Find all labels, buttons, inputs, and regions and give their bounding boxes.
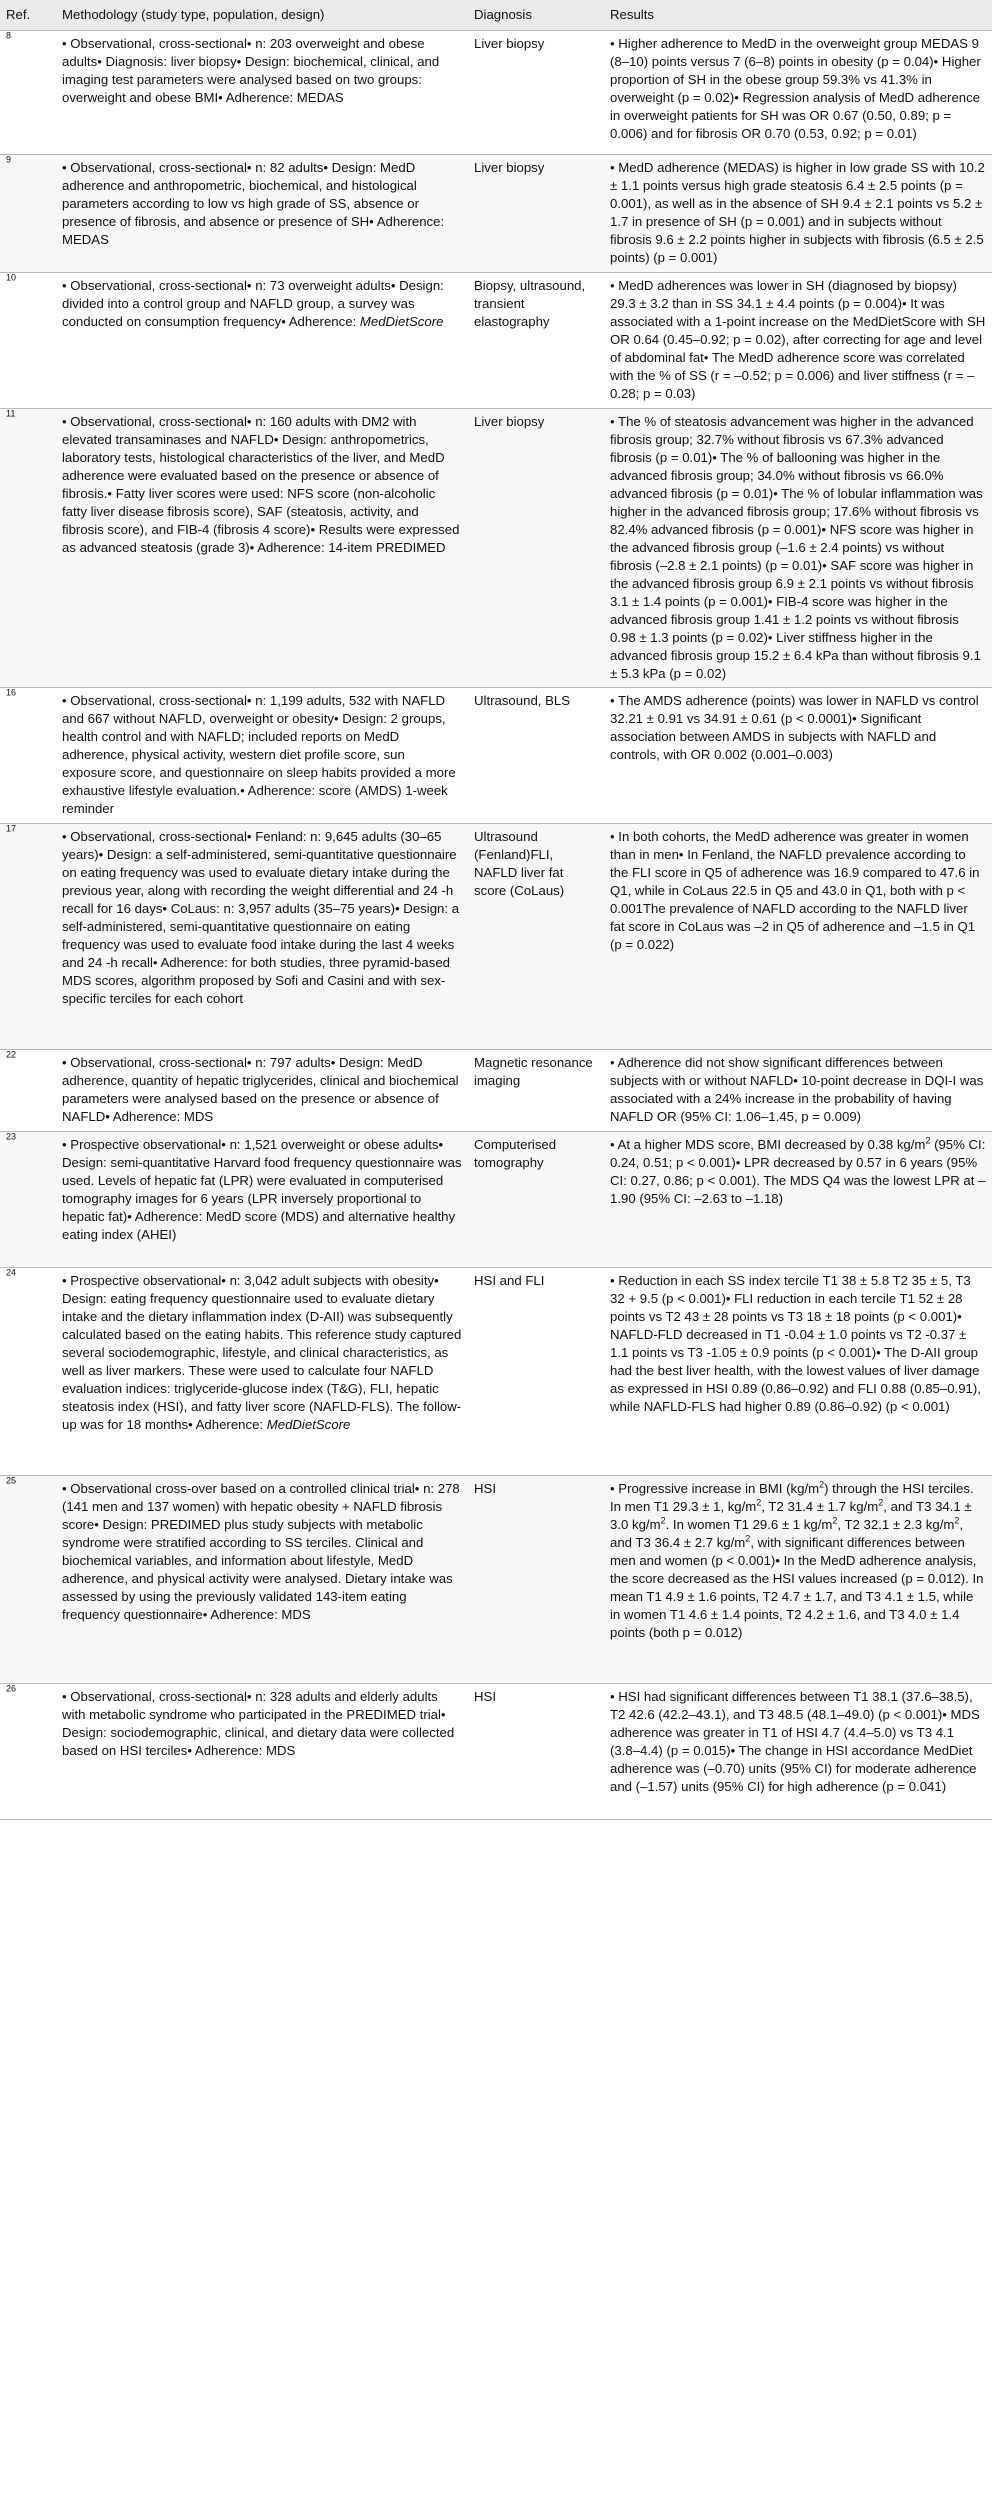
ref-cell: 10: [0, 273, 56, 409]
ref-cell: 23: [0, 1132, 56, 1268]
table-row: [0, 824, 992, 1050]
results-cell: • HSI had significant differences between T1 38.1 (37.6–38.5), T2 42.6 (42.2–43.1), and T3 48.5 (48.1–49.0) (p < 0.001)• MDS adherence was greater in T1 of HSI 4.7 (4.4–5.0) vs T3 4.1 (3.8–4.4) (p = 0.015)• The change in HSI accordance MedDiet adherence was (–0.70) units (95% CI) for moderate adherence and (–1.57) units (95% CI) for high adherence (p = 0.041): [604, 1684, 992, 1820]
ref-cell: 9: [0, 155, 56, 273]
methodology-cell: • Observational, cross-sectional• n: 82 adults• Design: MedD adherence and anthropometric, biochemical, and histological parameters according to low vs high grade of SS, absence or presence of fibrosis, and absence or presence of SH• Adherence: MEDAS: [56, 155, 468, 273]
diagnosis-cell: HSI and FLI: [468, 1268, 604, 1476]
diagnosis-cell: Ultrasound, BLS: [468, 688, 604, 824]
table-row: [0, 1476, 992, 1684]
table-row: [0, 1132, 992, 1268]
table-row: [0, 1268, 992, 1476]
diagnosis-cell: Biopsy, ultrasound, transient elastography: [468, 273, 604, 409]
header-ref: Ref.: [0, 0, 56, 31]
methodology-cell: • Observational, cross-sectional• Fenland: n: 9,645 adults (30–65 years)• Design: a self-administered, semi-quantitative questionnaire on eating frequency was used to evaluate dietary intake during the previous year, along with recording the weight differential and 24 -h recall for 16 days• CoLaus: n: 3,957 adults (35–75 years)• Design: a self-administered, semi-quantitative questionnaire on eating frequency was used to evaluate food intake during the last 4 weeks and 24 -h recall• Adherence: for both studies, three pyramid-based MDS scores, algorithm proposed by Sofi and Casini and with sex-specific terciles for each cohort: [56, 824, 468, 1050]
methodology-cell: • Observational cross-over based on a controlled clinical trial• n: 278 (141 men and 137 women) with hepatic obesity + NAFLD fibrosis score• Design: PREDIMED plus study subjects with metabolic syndrome were stratified according to SS terciles. Clinical and biochemical variables, and information about lifestyle, MedD adherence, and physical activity were analysed. Dietary intake was assessed by using the previously validated 143-item eating frequency questionnaire• Adherence: MDS: [56, 1476, 468, 1684]
diagnosis-cell: Liver biopsy: [468, 409, 604, 688]
diagnosis-cell: Computerised tomography: [468, 1132, 604, 1268]
results-cell: • At a higher MDS score, BMI decreased by 0.38 $kg/m^2$ (95% CI: 0.24, 0.51; p < 0.001)• LPR decreased by 0.57 in 6 years (95% CI: 0.27, 0.86; p < 0.001). The MDS Q4 was the lowest LPR at –1.90 (95% CI: –2.63 to –1.18): [604, 1132, 992, 1268]
diagnosis-cell: Liver biopsy: [468, 31, 604, 155]
results-cell: • Reduction in each SS index tercile T1 38 ± 5.8 T2 35 ± 5, T3 32 + 9.5 (p < 0.001)• FLI reduction in each tercile T1 52 ± 28 points vs T2 43 ± 28 points vs T3 18 ± 18 points (p < 0.001)• NAFLD-FLD decreased in T1 -0.04 ± 1.0 points vs T2 -0.37 ± 1.1 points vs T3 -1.05 ± 0.9 points (p < 0.001)• The D-AII group had the best liver health, with the lowest values of liver damage as expressed in HSI 0.89 (0.86–0.92) and FLI 0.88 (0.85–0.91), while NAFLD-FLS had higher 0.89 (0.86–0.92) (p < 0.001): [604, 1268, 992, 1476]
results-cell: • The AMDS adherence (points) was lower in NAFLD vs control 32.21 ± 0.91 vs 34.91 ± 0.61 (p < 0.0001)• Significant association between AMDS in subjects with NAFLD and controls, with OR 0.002 (0.001–0.003): [604, 688, 992, 824]
table-row: [0, 409, 992, 688]
ref-cell: 24: [0, 1268, 56, 1476]
ref-cell: 16: [0, 688, 56, 824]
ref-cell: 26: [0, 1684, 56, 1820]
header-methodology: Methodology (study type, population, design): [56, 0, 468, 31]
results-cell: • MedD adherences was lower in SH (diagnosed by biopsy) 29.3 ± 3.2 than in SS 34.1 ± 4.4 points (p = 0.004)• It was associated with a 1-point increase on the MedDietScore with SH OR 0.64 (0.45–0.92; p = 0.02), after correcting for age and level of abdominal fat• The MedD adherence score was correlated with the % of SS (r = –0.52; p = 0.006) and liver stiffness (r = –0.28; p = 0.03): [604, 273, 992, 409]
diagnosis-cell: Liver biopsy: [468, 155, 604, 273]
diagnosis-cell: HSI: [468, 1684, 604, 1820]
table-row: [0, 31, 992, 155]
ref-cell: 22: [0, 1050, 56, 1132]
table-row: [0, 155, 992, 273]
table-row: [0, 273, 992, 409]
diagnosis-cell: Ultrasound (Fenland)FLI, NAFLD liver fat score (CoLaus): [468, 824, 604, 1050]
methodology-cell: • Observational, cross-sectional• n: 328 adults and elderly adults with metabolic syndrome who participated in the PREDIMED trial• Design: sociodemographic, clinical, and dietary data were collected based on HSI terciles• Adherence: MDS: [56, 1684, 468, 1820]
results-cell: • Adherence did not show significant differences between subjects with or without NAFLD• 10-point decrease in DQI-I was associated with a 24% increase in the probability of having NAFLD OR (95% CI: 1.06–1.45, p = 0.009): [604, 1050, 992, 1132]
methodology-cell: • Observational, cross-sectional• n: 203 overweight and obese adults• Diagnosis: liver biopsy• Design: biochemical, clinical, and imaging test parameters were analysed based on two groups: overweight and obese BMI• Adherence: MEDAS: [56, 31, 468, 155]
methodology-cell: • Prospective observational• n: 1,521 overweight or obese adults• Design: semi-quantitative Harvard food frequency questionnaire was used. Levels of hepatic fat (LPR) were evaluated in computerised tomography images for 6 years (LPR inversely proportional to hepatic fat)• Adherence: MedD score (MDS) and alternative healthy eating index (AHEI): [56, 1132, 468, 1268]
table-row: [0, 688, 992, 824]
results-cell: • Progressive increase in BMI $(kg/m^2)$ through the HSI terciles. In men T1 29.3 ± 1, $kg/m^2$, T2 31.4 ± 1.7 $kg/m^2$, and T3 34.1 ± 3.0 $kg/m^2$. In women T1 29.6 ± 1 $kg/m^2$, T2 32.1 ± 2.3 $kg/m^2$, and T3 36.4 ± 2.7 $kg/m^2$, with significant differences between men and women (p < 0.001)• In the MedD adherence analysis, the score decreased as the HSI values increased (p = 0.012). In mean T1 4.9 ± 1.6 points, T2 4.7 ± 1.7, and T3 4.1 ± 1.5, while in women T1 4.6 ± 1.4 points, T2 4.2 ± 1.6, and T3 4.0 ± 1.4 points (both p = 0.012): [604, 1476, 992, 1684]
ref-cell: 11: [0, 409, 56, 688]
methodology-cell: • Observational, cross-sectional• n: 1,199 adults, 532 with NAFLD and 667 without NAFLD, overweight or obesity• Design: 2 groups, health control and with NAFLD; included reports on MedD adherence, physical activity, western diet profile score, sun exposure score, and questionnaire on sleep habits provided a more exhaustive lifestyle evaluation.• Adherence: score (AMDS) 1-week reminder: [56, 688, 468, 824]
ref-cell: 8: [0, 31, 56, 155]
methodology-cell: • Prospective observational• n: 3,042 adult subjects with obesity• Design: eating frequency questionnaire used to evaluate dietary intake and the dietary inflammation index (D-AII) was subsequently calculated based on the eating habits. This reference study captured several sociodemographic, lifestyle, and clinical characteristics, as well as liver markers. These were used to calculate four NAFLD evaluation indices: triglyceride-glucose index (T&G), FLI, hepatic steatosis index (HSI), and fatty liver score (NAFLD-FLS). The follow-up was for 18 months• Adherence: MedDietScore: [56, 1268, 468, 1476]
diagnosis-cell: Magnetic resonance imaging: [468, 1050, 604, 1132]
table-row: [0, 1050, 992, 1132]
header-row: [0, 0, 992, 31]
header-diagnosis: Diagnosis: [468, 0, 604, 31]
results-cell: • Higher adherence to MedD in the overweight group MEDAS 9 (8–10) points versus 7 (6–8) points in obesity (p = 0.04)• Higher proportion of SH in the obese group 59.3% vs 41.3% in overweight (p = 0.02)• Regression analysis of MedD adherence in overweight patients for SH was OR 0.67 (0.50, 0.89; p = 0.006) and for fibrosis OR 0.70 (0.53, 0.92; p = 0.01): [604, 31, 992, 155]
results-cell: • In both cohorts, the MedD adherence was greater in women than in men• In Fenland, the NAFLD prevalence according to the FLI score in Q5 of adherence was 16.9 compared to 47.6 in Q1, while in CoLaus 22.5 in Q5 and 43.0 in Q1, both with p < 0.001The prevalence of NAFLD according to the NAFLD liver fat score in CoLaus was –2 in Q5 of adherence and –1.5 in Q1 (p = 0.022): [604, 824, 992, 1050]
results-cell: • MedD adherence (MEDAS) is higher in low grade SS with 10.2 ± 1.1 points versus high grade steatosis 6.4 ± 2.5 points (p = 0.001), as well as in the absence of SH 9.4 ± 2.1 points vs 5.2 ± 1.7 in presence of SH (p = 0.001) and in subjects without fibrosis 9.6 ± 2.2 points higher in subjects with fibrosis (6.5 ± 2.5 points) (p = 0.001): [604, 155, 992, 273]
ref-cell: 25: [0, 1476, 56, 1684]
methodology-cell: • Observational, cross-sectional• n: 160 adults with DM2 with elevated transaminases and NAFLD• Design: anthropometrics, laboratory tests, histological characteristics of the liver, and MedD adherence were evaluated based on the presence or absence of fibrosis.• Fatty liver scores were used: NFS score (non-alcoholic fatty liver disease fibrosis score), SAF (steatosis, activity, and fibrosis score), and FIB-4 (fibrosis 4 score)• Results were expressed as advanced steatosis (grade 3)• Adherence: 14-item PREDIMED: [56, 409, 468, 688]
table-row: [0, 1684, 992, 1820]
ref-cell: 17: [0, 824, 56, 1050]
methodology-cell: • Observational, cross-sectional• n: 73 overweight adults• Design: divided into a control group and NAFLD group, a survey was conducted on consumption frequency• Adherence: MedDietScore: [56, 273, 468, 409]
results-cell: • The % of steatosis advancement was higher in the advanced fibrosis group; 32.7% without fibrosis vs 67.3% advanced fibrosis (p = 0.01)• The % of ballooning was higher in the advanced fibrosis group; 34.0% without fibrosis vs 66.0% advanced fibrosis (p = 0.01)• The % of lobular inflammation was higher in the advanced fibrosis group; 17.6% without fibrosis vs 82.4% advanced fibrosis (p = 0.001)• NFS score was higher in the advanced fibrosis group (–1.6 ± 2.4 points) vs without fibrosis (–2.8 ± 2.1 points) (p = 0.01)• SAF score was higher in the advanced fibrosis group 6.9 ± 2.1 points vs without fibrosis 3.1 ± 1.4 points (p = 0.001)• FIB-4 score was higher in the advanced fibrosis group 1.41 ± 1.2 points vs without fibrosis 0.98 ± 1.3 points (p = 0.02)• Liver stiffness higher in the advanced fibrosis group 15.2 ± 6.4 kPa than without fibrosis 9.1 ± 5.3 kPa (p = 0.02): [604, 409, 992, 688]
header-results: Results: [604, 0, 992, 31]
methodology-cell: • Observational, cross-sectional• n: 797 adults• Design: MedD adherence, quantity of hepatic triglycerides, clinical and biochemical parameters were analysed based on the presence or absence of NAFLD• Adherence: MDS: [56, 1050, 468, 1132]
diagnosis-cell: HSI: [468, 1476, 604, 1684]
